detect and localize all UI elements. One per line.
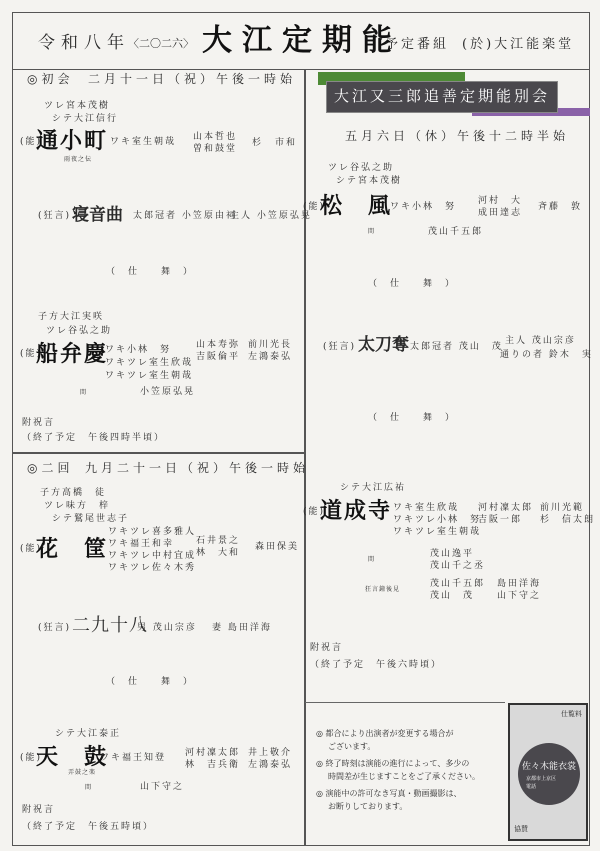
cast: シテ鷲尾世志子 [52, 514, 130, 524]
waki: ワキツレ室生朝哉 [393, 527, 482, 537]
ai-name: 小笠原弘晃 [140, 387, 196, 397]
waki: ワキ福王知登 [100, 753, 167, 763]
kyogen-cast: 男 茂山宗彦 [137, 623, 197, 633]
closing-piece: 附祝言 [22, 418, 56, 428]
musician: 林 吉兵衛 [185, 760, 241, 770]
play-type: (狂言) [38, 211, 72, 221]
waki: ワキツレ室生欣哉 [105, 358, 194, 368]
waki: ワキ小林 努 [390, 202, 457, 212]
musicians [248, 749, 292, 770]
musician: 前川光長 [248, 340, 293, 350]
notes-divider [305, 702, 505, 703]
closing-piece: 附祝言 [22, 805, 56, 815]
column-divider [304, 70, 306, 846]
play-subtitle: 弄鼓之楽 [68, 769, 97, 776]
musicians [540, 504, 595, 525]
session1-date: 二月十一日（祝）午後一時始 [88, 72, 297, 86]
musicians [478, 197, 522, 218]
cast: シテ宮本茂樹 [336, 176, 403, 186]
ai-name: 茂山逸平 [430, 549, 475, 559]
page-title: 大江定期能 [202, 23, 402, 58]
ai-label: 間 [368, 556, 376, 563]
waki: ワキツレ喜多雅人 [108, 527, 197, 537]
musician: 森田保美 [255, 542, 300, 552]
shimai: （ 仕 舞 ） [368, 279, 457, 289]
waki: ワキ室生朝哉 [110, 137, 177, 147]
kyogen-cast: 通りの者 鈴木 実 [500, 350, 593, 360]
ai-label: 間 [368, 228, 376, 235]
session2-label: ◎二回 [27, 461, 74, 475]
cast: ツレ谷弘之助 [328, 163, 395, 173]
musicians [193, 133, 237, 154]
waki: ワキ福王和幸 [108, 539, 175, 549]
musician: 石井景之 [196, 536, 241, 546]
ai-name: 茂山千之丞 [430, 561, 486, 571]
waki: ワキツレ小林 努 [393, 515, 482, 525]
waki: ワキツレ室生朝哉 [105, 371, 194, 381]
play-type: (能) [303, 202, 326, 212]
kyogen-cast: 主人 小笠原弘晃 [230, 211, 312, 221]
musician: 河村凜太郎 [478, 503, 534, 513]
musicians [185, 749, 240, 770]
kouken-label: 狂言鐘後見 [365, 586, 401, 593]
kouken-name: 島田洋海 [497, 579, 542, 589]
ai-names [430, 550, 485, 571]
musician: 河村 大 [478, 196, 523, 206]
kyogen-cast: 太郎冠者 小笠原由祠 [133, 211, 237, 221]
waki: ワキ小林 努 [105, 345, 172, 355]
waki-list [393, 504, 481, 537]
ad-line: 京都市上京区 [526, 776, 557, 782]
session2-date: 九月二十一日（祝）午後一時始 [85, 461, 310, 475]
play-title: 船弁慶 [36, 341, 109, 367]
kouken-names [430, 580, 485, 601]
play-title: 道成寺 [320, 498, 393, 524]
play-title: 二九十八 [72, 615, 148, 636]
ad-line: 電話 [526, 784, 537, 790]
play-title: 花 筐 [36, 536, 109, 562]
note-line: 時間差が生じますことをご了承ください。 [328, 772, 480, 781]
end-time: （終了予定 午後四時半頃） [22, 433, 166, 443]
play-type: (能) [20, 753, 43, 763]
header-venue: (於)大江能楽堂 [462, 37, 575, 52]
note-line: お断りしております。 [328, 802, 408, 811]
sponsor-ad [508, 703, 588, 841]
ad-badge [518, 743, 580, 805]
ai-name: 山下守之 [140, 782, 185, 792]
ad-name: 佐々木能衣裳 [522, 762, 577, 772]
play-subtitle: 雨夜之伝 [64, 156, 93, 163]
ad-top: 仕覧料 [561, 710, 582, 718]
musician: 吉阪一郎 [478, 515, 523, 525]
shimai: （ 仕 舞 ） [106, 267, 195, 277]
musician: 曽和鼓堂 [193, 144, 238, 154]
ad-bottom: 協賛 [514, 825, 528, 833]
kouken-name: 茂山 茂 [430, 591, 475, 601]
cast: シテ大江信行 [52, 114, 119, 124]
waki: ワキツレ佐々木秀 [108, 563, 197, 573]
ai-name: 茂山千五郎 [428, 227, 484, 237]
play-type: (能) [20, 137, 43, 147]
play-title: 天 鼓 [36, 744, 109, 770]
musician: 成田達志 [478, 208, 523, 218]
kouken-name: 茂山千五郎 [430, 579, 486, 589]
header-era: 令和八年 [38, 33, 130, 53]
musician: 井上敬介 [248, 748, 293, 758]
kouken-name: 山下守之 [497, 591, 542, 601]
play-type: (狂言) [38, 623, 72, 633]
waki: ワキ室生欣哉 [393, 503, 460, 513]
note-line: ございます。 [328, 742, 376, 751]
cast: ツレ味方 梓 [44, 501, 111, 511]
musician: 山本哲也 [193, 132, 238, 142]
play-type: (能) [303, 507, 326, 517]
header-year: 〈二〇二六〉 [128, 37, 194, 50]
musician: 山本寿弥 [196, 340, 241, 350]
ai-label: 間 [80, 389, 88, 396]
play-title: 寝音曲 [72, 205, 123, 225]
musicians [248, 341, 292, 362]
play-title: 松 風 [320, 193, 393, 219]
musician: 市和 [275, 138, 298, 148]
kyogen-cast: 妻 島田洋海 [212, 623, 272, 633]
cast: シテ大江広祐 [340, 483, 407, 493]
cast: ツレ谷弘之助 [46, 326, 113, 336]
note-line: ◎ 演能中の許可なき写真・動画撮影は、 [316, 789, 462, 798]
closing-piece: 附祝言 [310, 643, 344, 653]
waki-list [108, 528, 196, 573]
musicians [196, 341, 240, 362]
ai-label: 間 [85, 784, 93, 791]
play-type: (能) [20, 349, 43, 359]
musicians [196, 537, 240, 558]
musician: 斉藤 敦 [538, 202, 583, 212]
play-type: (能) [20, 544, 43, 554]
play-title: 太刀奪 [358, 335, 409, 355]
cast: 子方大江実咲 [38, 312, 105, 322]
note-line: ◎ 都合により出演者が変更する場合が [316, 729, 454, 738]
shimai: （ 仕 舞 ） [368, 413, 457, 423]
shimai: （ 仕 舞 ） [106, 677, 195, 687]
notes [316, 727, 480, 813]
end-time: （終了予定 午後六時頃） [310, 660, 443, 670]
musician: 杉 [252, 138, 264, 148]
kyogen-cast: 太郎冠者 茂山 茂 [410, 342, 503, 352]
end-time: （終了予定 午後五時頃） [22, 822, 155, 832]
kouken-names [497, 580, 541, 601]
musician: 左鴻泰弘 [248, 352, 293, 362]
special-date: 五月六日（休）午後十二時半始 [345, 129, 570, 143]
musician: 左鴻泰弘 [248, 760, 293, 770]
cast: ツレ宮本茂樹 [44, 101, 111, 111]
special-title: 大江又三郎追善定期能別会 [334, 87, 551, 105]
note-line: ◎ 終了時刻は演能の進行によって、多少の [316, 759, 470, 768]
waki: ワキツレ中村宜成 [108, 551, 197, 561]
musician: 河村凜太郎 [185, 748, 241, 758]
musician: 前川光範 [540, 503, 585, 513]
kyogen-cast: 主人 茂山宗彦 [505, 336, 576, 346]
session-divider [12, 452, 305, 454]
play-type: (狂言) [323, 342, 357, 352]
cast: シテ大江泰正 [55, 729, 122, 739]
play-title: 通小町 [36, 128, 109, 154]
musician: 杉 信太朗 [540, 515, 596, 525]
session1-label: ◎初会 [27, 72, 74, 86]
header-subtitle: 予定番組 [385, 37, 450, 52]
musician: 林 大和 [196, 548, 241, 558]
musician: 吉阪倫平 [196, 352, 241, 362]
cast: 子方高橋 徒 [40, 488, 107, 498]
musicians [478, 504, 533, 525]
